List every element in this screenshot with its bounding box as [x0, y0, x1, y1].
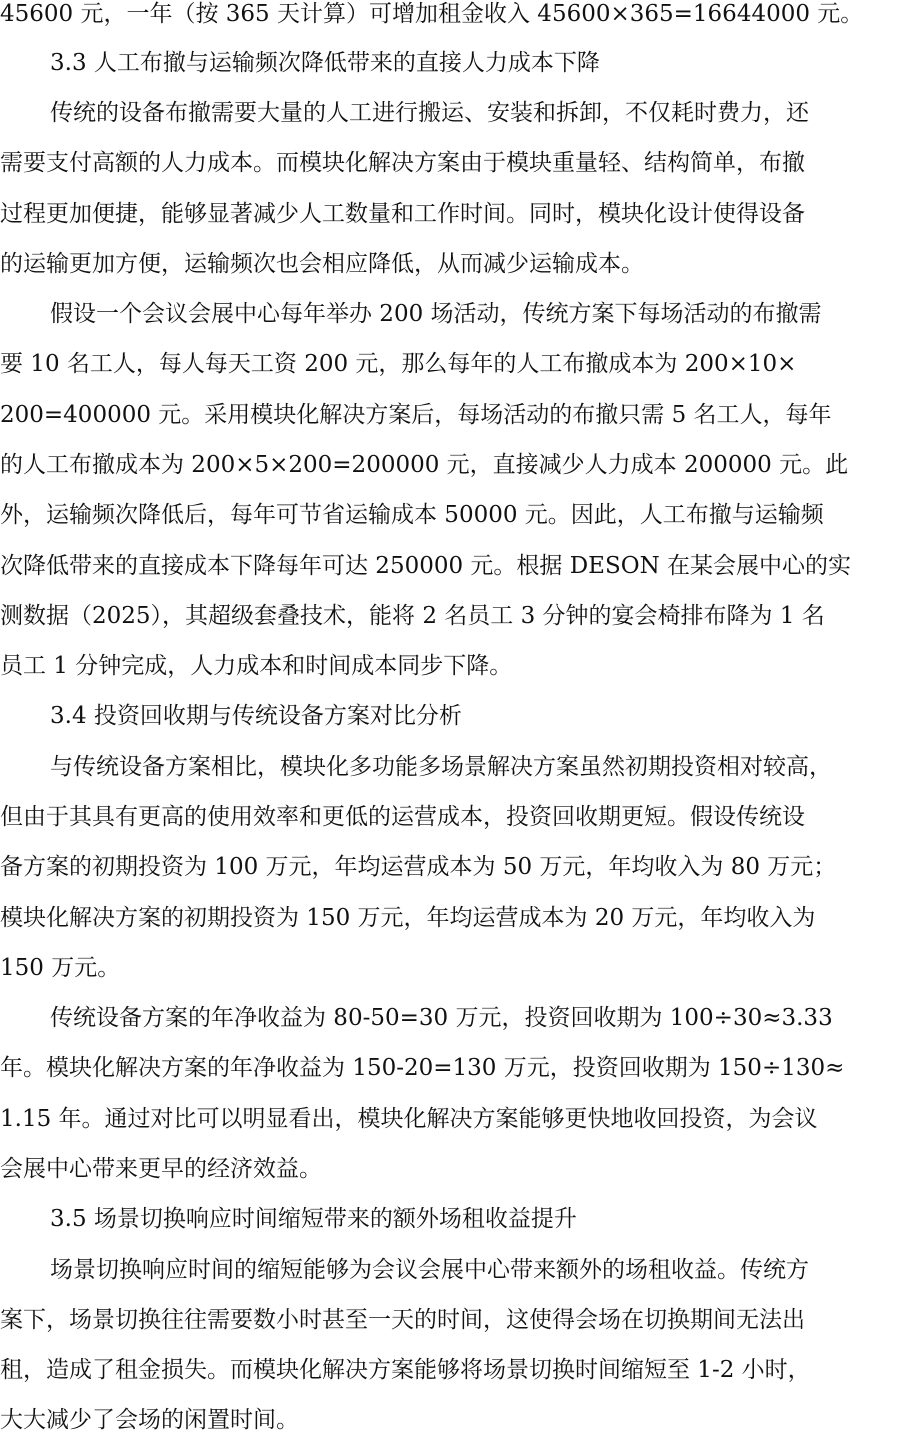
text-line: 次降低带来的直接成本下降每年可达 250000 元。根据 DESON 在某会展中心的实: [0, 553, 852, 579]
text-line: 外，运输频次降低后，每年可节省运输成本 50000 元。因此，人工布撤与运输频: [0, 502, 824, 528]
text-line: 测数据（2025），其超级套叠技术，能将 2 名员工 3 分钟的宴会椅排布降为 1 名: [0, 603, 825, 629]
section-heading-3-3: 3.3 人工布撤与运输频次降低带来的直接人力成本下降: [50, 50, 600, 76]
text-line: 传统设备方案的年净收益为 80-50=30 万元，投资回收期为 100÷30≈3.33: [50, 1005, 833, 1031]
text-line: 模块化解决方案的初期投资为 150 万元，年均运营成本为 20 万元，年均收入为: [0, 905, 816, 931]
text-line: 假设一个会议会展中心每年举办 200 场活动，传统方案下每场活动的布撤需: [50, 301, 822, 327]
text-line: 案下，场景切换往往需要数小时甚至一天的时间，这使得会场在切换期间无法出: [0, 1307, 805, 1333]
text-line: 200=400000 元。采用模块化解决方案后，每场活动的布撤只需 5 名工人，每年: [0, 402, 832, 428]
text-line: 1.15 年。通过对比可以明显看出，模块化解决方案能够更快地收回投资，为会议: [0, 1106, 818, 1132]
text-line: 过程更加便捷，能够显著减少人工数量和工作时间。同时，模块化设计使得设备: [0, 201, 805, 227]
text-line: 150 万元。: [0, 955, 121, 981]
text-line: 年。模块化解决方案的年净收益为 150-20=130 万元，投资回收期为 150÷130≈: [0, 1055, 845, 1081]
text-line: 45600 元，一年（按 365 天计算）可增加租金收入 45600×365=16644000 元。: [0, 1, 864, 27]
text-line: 但由于其具有更高的使用效率和更低的运营成本，投资回收期更短。假设传统设: [0, 804, 805, 830]
section-heading-3-4: 3.4 投资回收期与传统设备方案对比分析: [50, 703, 462, 729]
text-line: 备方案的初期投资为 100 万元，年均运营成本为 50 万元，年均收入为 80 万元；: [0, 854, 837, 880]
text-line: 的运输更加方便，运输频次也会相应降低，从而减少运输成本。: [0, 251, 644, 277]
text-line: 传统的设备布撤需要大量的人工进行搬运、安装和拆卸，不仅耗时费力，还: [50, 100, 809, 126]
text-line: 员工 1 分钟完成，人力成本和时间成本同步下降。: [0, 653, 513, 679]
text-line: 的人工布撤成本为 200×5×200=200000 元，直接减少人力成本 200000 元。此: [0, 452, 849, 478]
text-line: 会展中心带来更早的经济效益。: [0, 1156, 322, 1182]
text-line: 大大减少了会场的闲置时间。: [0, 1407, 299, 1433]
text-line: 与传统设备方案相比，模块化多功能多场景解决方案虽然初期投资相对较高，: [50, 754, 832, 780]
text-line: 租，造成了租金损失。而模块化解决方案能够将场景切换时间缩短至 1-2 小时，: [0, 1357, 811, 1383]
text-line: 需要支付高额的人力成本。而模块化解决方案由于模块重量轻、结构简单，布撤: [0, 150, 805, 176]
text-line: 要 10 名工人，每人每天工资 200 元，那么每年的人工布撤成本为 200×10×: [0, 351, 797, 377]
text-line: 场景切换响应时间的缩短能够为会议会展中心带来额外的场租收益。传统方: [50, 1257, 809, 1283]
section-heading-3-5: 3.5 场景切换响应时间缩短带来的额外场租收益提升: [50, 1206, 577, 1232]
